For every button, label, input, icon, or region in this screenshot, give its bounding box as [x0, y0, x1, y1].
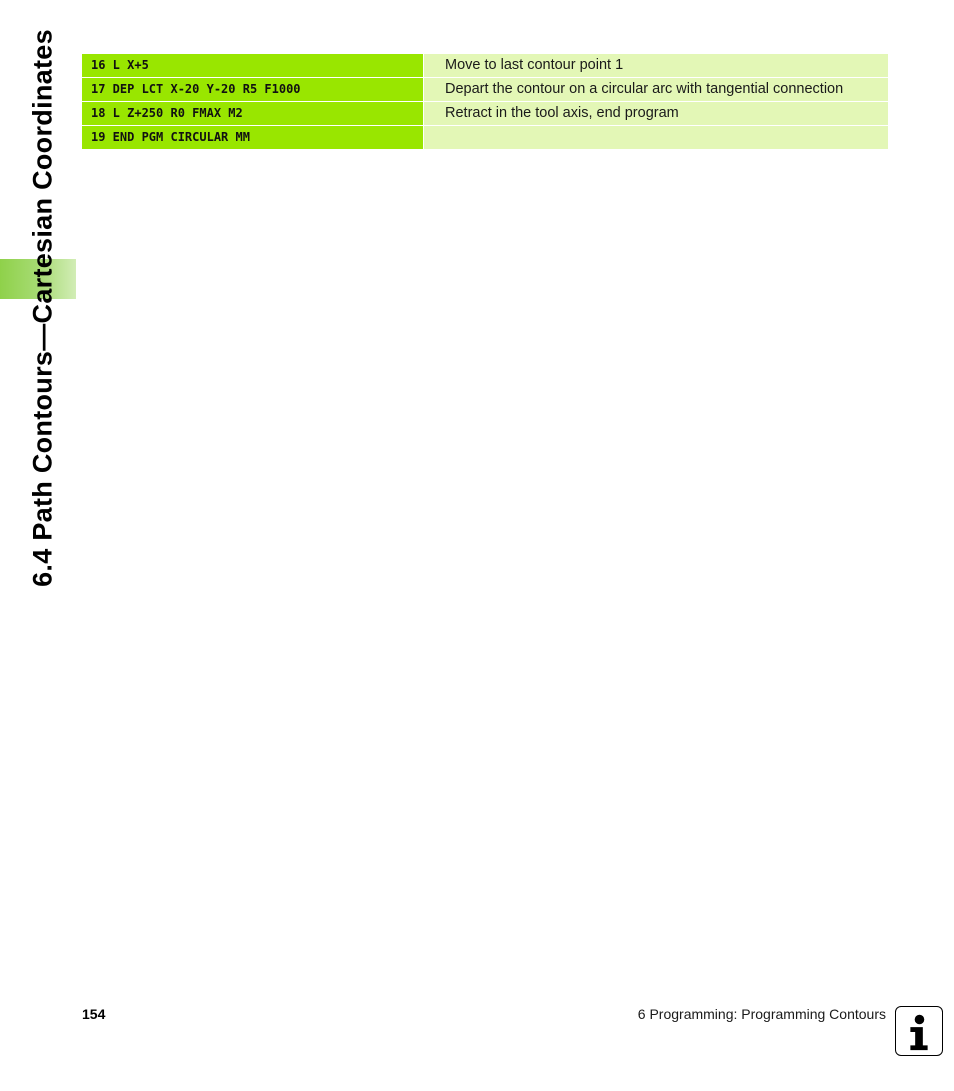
- section-title-vertical: 6.4 Path Contours—Cartesian Coordinates: [27, 29, 58, 587]
- chapter-title: 6 Programming: Programming Contours: [637, 1006, 886, 1022]
- table-row: [82, 54, 888, 77]
- nc-description-cell: Retract in the tool axis, end program: [424, 102, 888, 125]
- nc-code-cell: 19 END PGM CIRCULAR MM: [82, 126, 423, 149]
- info-icon: [895, 1006, 943, 1056]
- nc-code-cell: 18 L Z+250 R0 FMAX M2: [82, 102, 423, 125]
- table-row: [82, 78, 888, 101]
- nc-description-cell: Move to last contour point 1: [424, 54, 888, 77]
- nc-code-cell: 17 DEP LCT X-20 Y-20 R5 F1000: [82, 78, 423, 101]
- table-row: [82, 102, 888, 125]
- nc-description-cell: [424, 126, 888, 149]
- page-number: 154: [82, 1006, 106, 1022]
- nc-program-table: [82, 54, 888, 150]
- nc-description-cell: Depart the contour on a circular arc with tangential connection: [424, 78, 888, 101]
- table-row: [82, 126, 888, 149]
- nc-code-cell: 16 L X+5: [82, 54, 423, 77]
